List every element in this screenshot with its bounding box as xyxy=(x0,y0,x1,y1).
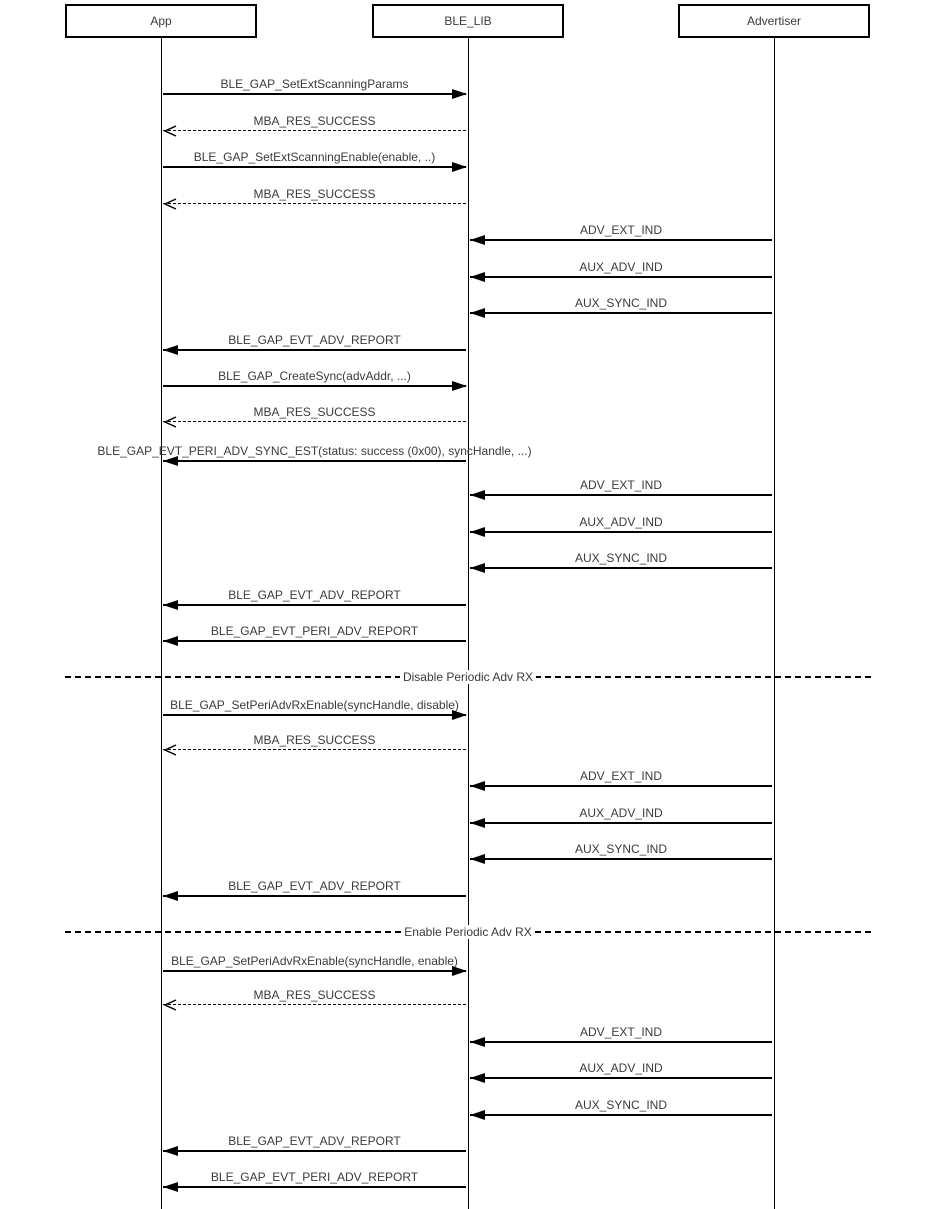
message-line xyxy=(163,895,466,897)
filled-arrowhead-icon xyxy=(470,781,485,791)
message-line xyxy=(163,93,466,95)
filled-arrowhead-icon xyxy=(470,563,485,573)
message-line xyxy=(163,970,466,972)
filled-arrowhead-icon xyxy=(163,456,178,466)
message-line xyxy=(163,130,466,131)
actor-label: Advertiser xyxy=(746,14,802,28)
filled-arrowhead-icon xyxy=(452,162,467,172)
message-label: ADV_EXT_IND xyxy=(579,223,663,237)
message-label: MBA_RES_SUCCESS xyxy=(253,405,376,419)
message-line xyxy=(163,1004,466,1005)
message-line xyxy=(470,822,772,824)
message-label: BLE_GAP_EVT_ADV_REPORT xyxy=(228,333,401,347)
message-line xyxy=(163,1186,466,1188)
message-line xyxy=(163,460,466,462)
message-label: AUX_ADV_IND xyxy=(579,806,663,820)
message-label: BLE_GAP_SetPeriAdvRxEnable(syncHandle, disable) xyxy=(170,698,459,712)
message-line xyxy=(470,567,772,569)
message-line xyxy=(470,1114,772,1116)
actor-app xyxy=(65,4,257,38)
message-line xyxy=(470,1041,772,1043)
actor-label: App xyxy=(150,14,172,28)
filled-arrowhead-icon xyxy=(163,1146,178,1156)
message-label: BLE_GAP_SetExtScanningEnable(enable, ..) xyxy=(193,150,436,164)
filled-arrowhead-icon xyxy=(470,235,485,245)
message-line xyxy=(163,1150,466,1152)
filled-arrowhead-icon xyxy=(470,1110,485,1120)
lifeline-app xyxy=(161,38,162,1209)
message-line xyxy=(163,714,466,716)
filled-arrowhead-icon xyxy=(470,1037,485,1047)
message-label: BLE_GAP_SetExtScanningParams xyxy=(220,77,409,91)
message-label: AUX_SYNC_IND xyxy=(574,1098,668,1112)
filled-arrowhead-icon xyxy=(470,854,485,864)
filled-arrowhead-icon xyxy=(470,308,485,318)
filled-arrowhead-icon xyxy=(470,1073,485,1083)
message-label: AUX_SYNC_IND xyxy=(574,551,668,565)
message-label: BLE_GAP_EVT_ADV_REPORT xyxy=(228,879,401,893)
filled-arrowhead-icon xyxy=(470,490,485,500)
open-arrowhead-icon xyxy=(163,198,178,210)
message-label: MBA_RES_SUCCESS xyxy=(253,114,376,128)
message-line xyxy=(470,531,772,533)
message-label: BLE_GAP_EVT_ADV_REPORT xyxy=(228,1134,401,1148)
message-line xyxy=(470,785,772,787)
message-line xyxy=(470,858,772,860)
message-line xyxy=(163,166,466,168)
filled-arrowhead-icon xyxy=(470,527,485,537)
filled-arrowhead-icon xyxy=(163,600,178,610)
message-label: AUX_SYNC_IND xyxy=(574,842,668,856)
message-label: AUX_ADV_IND xyxy=(579,1061,663,1075)
message-label: AUX_ADV_IND xyxy=(579,260,663,274)
filled-arrowhead-icon xyxy=(452,966,467,976)
filled-arrowhead-icon xyxy=(163,636,178,646)
message-label: BLE_GAP_EVT_PERI_ADV_REPORT xyxy=(210,1170,419,1184)
lifeline-advertiser xyxy=(774,38,775,1209)
message-label: BLE_GAP_CreateSync(advAddr, ...) xyxy=(218,369,411,383)
actor-label: BLE_LIB xyxy=(444,14,492,28)
filled-arrowhead-icon xyxy=(470,272,485,282)
divider-label: Enable Periodic Adv RX xyxy=(401,925,534,939)
message-line xyxy=(163,604,466,606)
message-label: BLE_GAP_SetPeriAdvRxEnable(syncHandle, enable) xyxy=(171,954,458,968)
message-label: ADV_EXT_IND xyxy=(579,769,663,783)
message-label: AUX_SYNC_IND xyxy=(574,296,668,310)
message-line xyxy=(163,349,466,351)
message-line xyxy=(470,494,772,496)
message-label: BLE_GAP_EVT_ADV_REPORT xyxy=(228,588,401,602)
message-line xyxy=(163,421,466,422)
open-arrowhead-icon xyxy=(163,125,178,137)
filled-arrowhead-icon xyxy=(452,89,467,99)
message-label: MBA_RES_SUCCESS xyxy=(253,733,376,747)
message-line xyxy=(163,203,466,204)
filled-arrowhead-icon xyxy=(452,381,467,391)
divider-label: Disable Periodic Adv RX xyxy=(400,670,536,684)
open-arrowhead-icon xyxy=(163,999,178,1011)
message-label: AUX_ADV_IND xyxy=(579,515,663,529)
message-line xyxy=(163,749,466,750)
filled-arrowhead-icon xyxy=(163,1182,178,1192)
message-label: ADV_EXT_IND xyxy=(579,478,663,492)
message-line xyxy=(163,385,466,387)
message-line xyxy=(470,312,772,314)
message-label: ADV_EXT_IND xyxy=(579,1025,663,1039)
message-label: MBA_RES_SUCCESS xyxy=(253,187,376,201)
message-line xyxy=(470,239,772,241)
lifeline-ble-lib xyxy=(468,38,469,1209)
filled-arrowhead-icon xyxy=(163,891,178,901)
message-line xyxy=(470,276,772,278)
filled-arrowhead-icon xyxy=(470,818,485,828)
open-arrowhead-icon xyxy=(163,416,178,428)
filled-arrowhead-icon xyxy=(163,345,178,355)
message-label: MBA_RES_SUCCESS xyxy=(253,988,376,1002)
message-line xyxy=(163,640,466,642)
message-label: BLE_GAP_EVT_PERI_ADV_REPORT xyxy=(210,624,419,638)
open-arrowhead-icon xyxy=(163,744,178,756)
actor-ble-lib xyxy=(372,4,564,38)
filled-arrowhead-icon xyxy=(452,710,467,720)
actor-advertiser xyxy=(678,4,870,38)
message-line xyxy=(470,1077,772,1079)
message-label: BLE_GAP_EVT_PERI_ADV_SYNC_EST(status: success (0x00), syncHandle, ...) xyxy=(97,444,532,458)
